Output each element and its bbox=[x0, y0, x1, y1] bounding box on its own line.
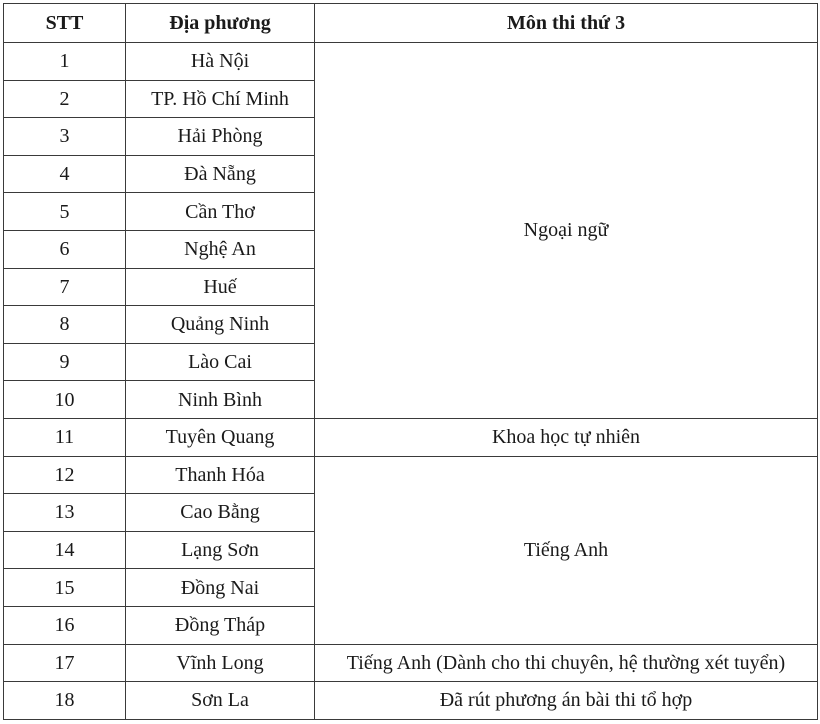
row-place: Tuyên Quang bbox=[126, 418, 315, 456]
row-stt: 5 bbox=[4, 193, 126, 231]
row-place: Nghệ An bbox=[126, 230, 315, 268]
table-row bbox=[4, 456, 818, 494]
table-header-row bbox=[4, 4, 818, 43]
row-place: TP. Hồ Chí Minh bbox=[126, 80, 315, 118]
row-stt: 3 bbox=[4, 118, 126, 156]
row-place: Huế bbox=[126, 268, 315, 306]
header-stt: STT bbox=[4, 4, 126, 43]
row-place: Cao Bằng bbox=[126, 494, 315, 532]
row-stt: 2 bbox=[4, 80, 126, 118]
row-stt: 1 bbox=[4, 43, 126, 81]
row-stt: 10 bbox=[4, 381, 126, 419]
subject-group-cell: Tiếng Anh (Dành cho thi chuyên, hệ thường xét tuyển) bbox=[315, 644, 818, 682]
row-stt: 6 bbox=[4, 230, 126, 268]
row-place: Vĩnh Long bbox=[126, 644, 315, 682]
row-place: Cần Thơ bbox=[126, 193, 315, 231]
row-stt: 15 bbox=[4, 569, 126, 607]
row-place: Đồng Tháp bbox=[126, 606, 315, 644]
header-subject: Môn thi thứ 3 bbox=[315, 4, 818, 43]
subject-group-cell: Đã rút phương án bài thi tổ hợp bbox=[315, 682, 818, 720]
row-place: Đồng Nai bbox=[126, 569, 315, 607]
row-place: Hải Phòng bbox=[126, 118, 315, 156]
row-place: Thanh Hóa bbox=[126, 456, 315, 494]
subject-group-cell: Tiếng Anh bbox=[315, 456, 818, 644]
row-place: Sơn La bbox=[126, 682, 315, 720]
row-place: Lạng Sơn bbox=[126, 531, 315, 569]
row-stt: 8 bbox=[4, 306, 126, 344]
row-stt: 12 bbox=[4, 456, 126, 494]
row-place: Quảng Ninh bbox=[126, 306, 315, 344]
row-stt: 4 bbox=[4, 155, 126, 193]
row-place: Ninh Bình bbox=[126, 381, 315, 419]
exam-subject-table bbox=[3, 3, 818, 720]
header-place: Địa phương bbox=[126, 4, 315, 43]
row-stt: 14 bbox=[4, 531, 126, 569]
row-place: Đà Nẵng bbox=[126, 155, 315, 193]
row-stt: 18 bbox=[4, 682, 126, 720]
row-stt: 7 bbox=[4, 268, 126, 306]
row-place: Lào Cai bbox=[126, 343, 315, 381]
row-place: Hà Nội bbox=[126, 43, 315, 81]
table-row bbox=[4, 43, 818, 81]
row-stt: 13 bbox=[4, 494, 126, 532]
subject-group-cell: Khoa học tự nhiên bbox=[315, 418, 818, 456]
row-stt: 17 bbox=[4, 644, 126, 682]
subject-group-cell: Ngoại ngữ bbox=[315, 43, 818, 419]
table-row bbox=[4, 418, 818, 456]
table-row bbox=[4, 644, 818, 682]
row-stt: 16 bbox=[4, 606, 126, 644]
row-stt: 9 bbox=[4, 343, 126, 381]
table-row bbox=[4, 682, 818, 720]
row-stt: 11 bbox=[4, 418, 126, 456]
